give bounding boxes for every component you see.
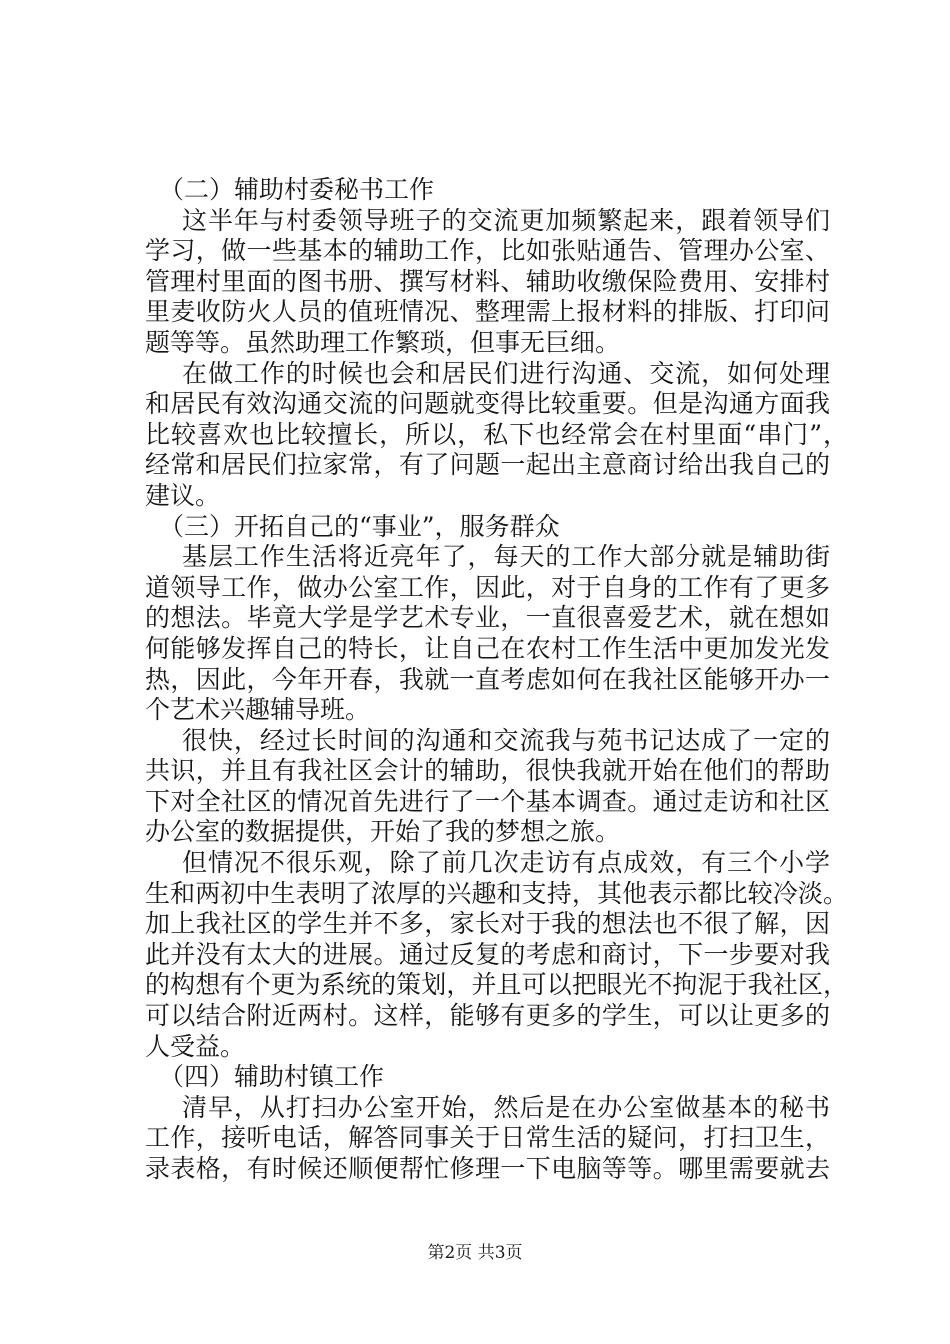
paragraph-line: 下对全社区的情况首先进行了一个基本调查。通过走访和社区 — [145, 786, 830, 816]
paragraph-line: 经常和居民们拉家常，有了问题一起出主意商讨给出我自己的 — [145, 450, 830, 480]
paragraph-line: 生和两初中生表明了浓厚的兴趣和支持，其他表示都比较冷淡。 — [145, 878, 848, 908]
paragraph-line: 的想法。毕竟大学是学艺术专业，一直很喜爱艺术，就在想如 — [145, 603, 830, 633]
paragraph-line: 可以结合附近两村。这样，能够有更多的学生，可以让更多的 — [145, 1001, 830, 1031]
section-heading: （三）开拓自己的“事业”，服务群众 — [159, 511, 560, 541]
paragraph-line: 题等等。虽然助理工作繁琐，但事无巨细。 — [145, 327, 621, 357]
paragraph — [145, 1093, 855, 1185]
paragraph — [145, 359, 855, 512]
page-footer — [0, 1240, 950, 1266]
paragraph-line: 在做工作的时候也会和居民们进行沟通、交流，如何处理 — [182, 358, 830, 388]
paragraph-line: 加上我社区的学生并不多，家长对于我的想法也不很了解，因 — [145, 909, 830, 939]
paragraph — [145, 726, 855, 848]
paragraph — [145, 206, 855, 359]
section-2 — [145, 175, 855, 512]
paragraph-line: 里麦收防火人员的值班情况、整理需上报材料的排版、打印问 — [145, 297, 830, 327]
document-body — [145, 175, 855, 1185]
paragraph-line: 和居民有效沟通交流的问题就变得比较重要。但是沟通方面我 — [145, 389, 830, 419]
paragraph-line: 工作，接听电话，解答同事关于日常生活的疑问，打扫卫生， — [145, 1123, 830, 1153]
section-4 — [145, 1062, 855, 1184]
section-3 — [145, 512, 855, 1063]
paragraph-line: 个艺术兴趣辅导班。 — [145, 695, 371, 725]
paragraph-line: 办公室的数据提供，开始了我的梦想之旅。 — [145, 817, 621, 847]
paragraph-line: 的构想有个更为系统的策划，并且可以把眼光不拘泥于我社区， — [145, 970, 848, 1000]
paragraph-line: 很快，经过长时间的沟通和交流我与苑书记达成了一定的 — [182, 725, 830, 755]
paragraph-line: 录表格，有时候还顺便帮忙修理一下电脑等等。哪里需要就去 — [145, 1154, 830, 1183]
paragraph-line: 道领导工作，做办公室工作，因此，对于自身的工作有了更多 — [145, 572, 830, 602]
paragraph-line: 何能够发挥自己的特长，让自己在农村工作生活中更加发光发 — [145, 633, 830, 663]
paragraph-line: 比较喜欢也比较擅长，所以，私下也经常会在村里面“串门”， — [145, 419, 848, 449]
paragraph-line: 建议。 — [145, 480, 221, 510]
paragraph-line: 热，因此，今年开春，我就一直考虑如何在我社区能够开办一 — [145, 664, 830, 694]
paragraph-line: 管理村里面的图书册、撰写材料、辅助收缴保险费用、安排村 — [145, 266, 830, 296]
paragraph — [145, 848, 855, 1062]
paragraph-line: 但情况不很乐观，除了前几次走访有点成效，有三个小学 — [182, 848, 830, 878]
paragraph-line: 学习，做一些基本的辅助工作，比如张贴通告、管理办公室、 — [145, 236, 830, 266]
paragraph-line: 这半年与村委领导班子的交流更加频繁起来，跟着领导们 — [182, 205, 830, 235]
page-number-label: 第2页 共3页 — [427, 1243, 523, 1263]
paragraph-line: 基层工作生活将近亮年了，每天的工作大部分就是辅助街 — [182, 542, 830, 572]
paragraph — [145, 542, 855, 726]
paragraph-line: 共识，并且有我社区会计的辅助，很快我就开始在他们的帮助 — [145, 756, 830, 786]
paragraph-line: 人受益。 — [145, 1031, 246, 1061]
paragraph-line: 此并没有太大的进展。通过反复的考虑和商讨，下一步要对我 — [145, 939, 830, 969]
paragraph-line: 清早，从打扫办公室开始，然后是在办公室做基本的秘书 — [182, 1092, 830, 1122]
section-heading: （二）辅助村委秘书工作 — [159, 175, 435, 204]
section-heading: （四）辅助村镇工作 — [159, 1062, 385, 1092]
